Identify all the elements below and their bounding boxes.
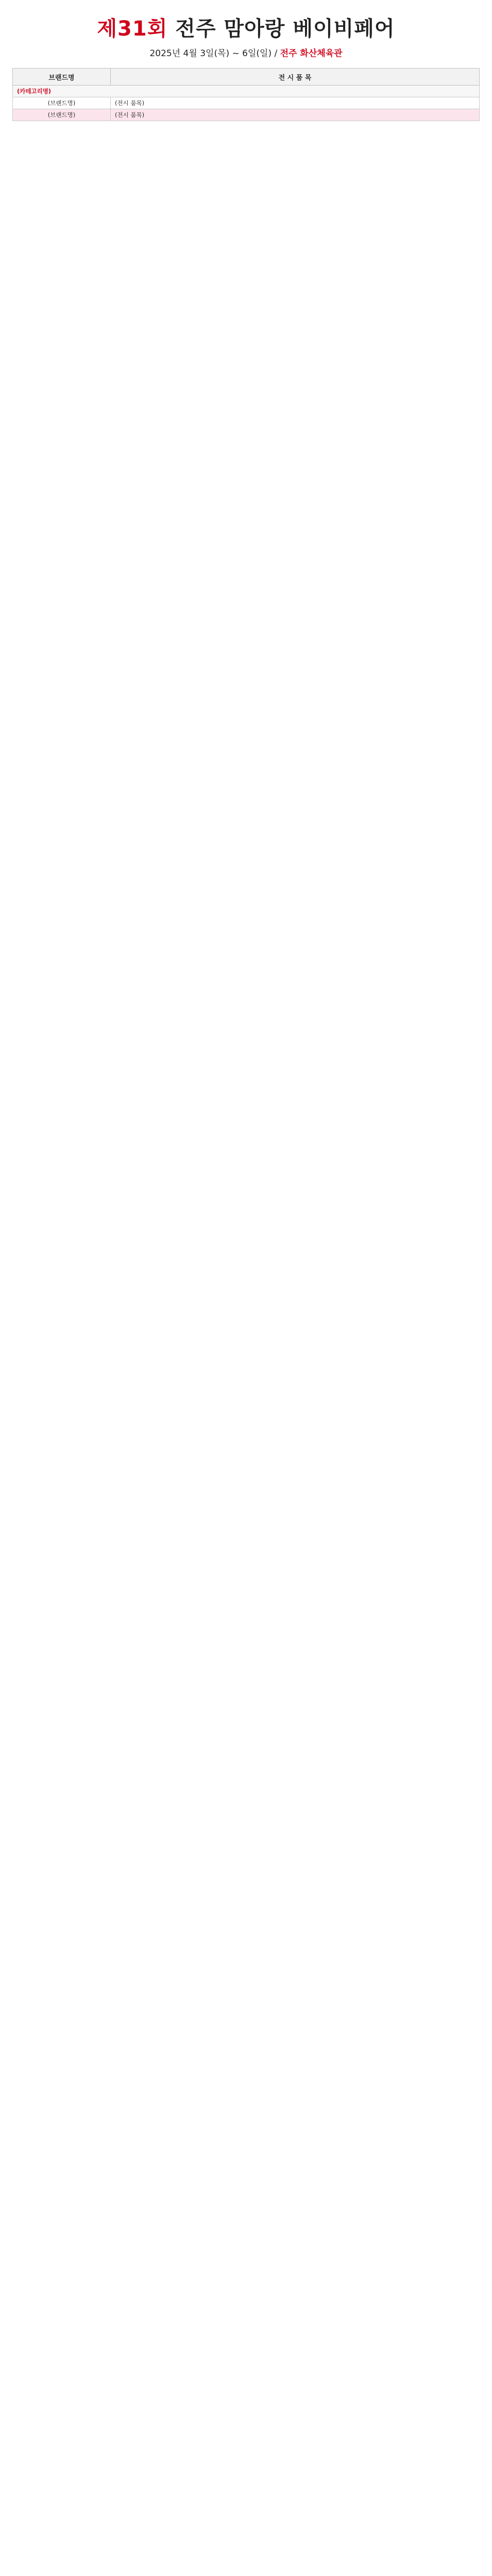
title-rest: 전주 맘아랑 베이비페어 — [167, 17, 395, 41]
table-row — [13, 109, 480, 121]
table-row — [13, 97, 480, 109]
brand-cell: (브랜드명) — [13, 109, 111, 121]
table-header-row — [13, 69, 480, 86]
event-subtitle: 2025년 4월 3일(목) ~ 6일(일) / 전주 화산체육관 — [149, 48, 343, 59]
exhibitor-table — [12, 68, 480, 121]
category-label: (카테고리명) — [13, 86, 480, 97]
brand-column-header: 브랜드명 — [13, 69, 111, 86]
event-date: 2025년 4월 3일(목) ~ 6일(일) — [149, 48, 272, 59]
title-block — [12, 12, 480, 59]
page — [0, 0, 492, 137]
title-accent: 제31회 — [97, 17, 168, 41]
table-body — [13, 86, 480, 121]
page-title — [12, 12, 480, 42]
items-cell: (전시 품목) — [111, 109, 480, 121]
brand-cell: (브랜드명) — [13, 97, 111, 109]
items-column-header: 전 시 품 목 — [111, 69, 480, 86]
items-cell: (전시 품목) — [111, 97, 480, 109]
event-venue: 전주 화산체육관 — [280, 48, 343, 59]
category-row — [13, 86, 480, 97]
